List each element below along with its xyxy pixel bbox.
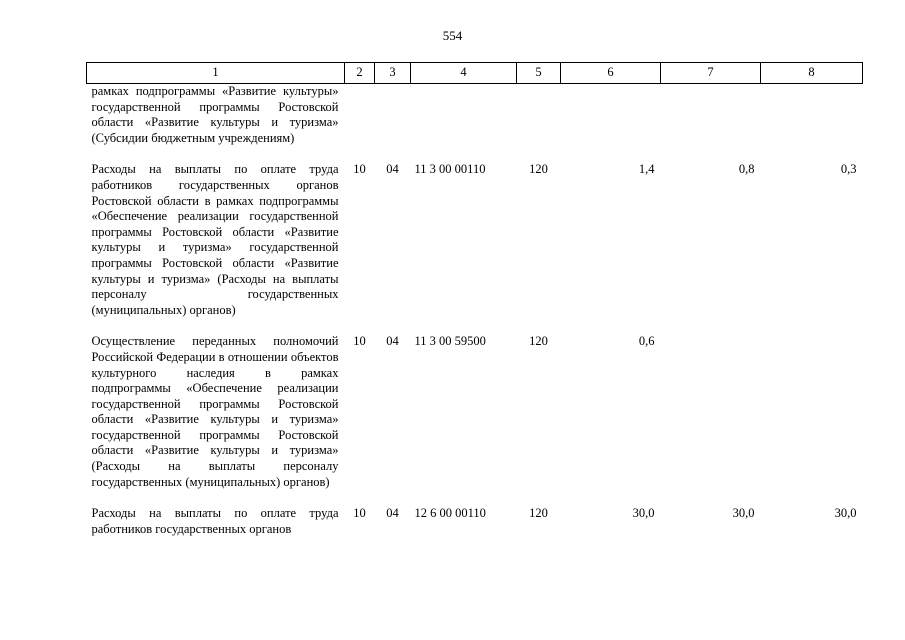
column-header: 5 <box>517 63 561 84</box>
row-subsection <box>375 84 411 163</box>
row-amount-col6: 1,4 <box>638 162 655 177</box>
row-expense-type <box>517 84 561 163</box>
column-header: 4 <box>411 63 517 84</box>
row-amount-col8 <box>761 84 863 163</box>
row-amount-col7: 0,8 <box>738 162 755 177</box>
row-amount-col7 <box>661 334 761 506</box>
header-row <box>87 63 863 84</box>
row-target-article: 11 3 00 00110 <box>414 162 486 177</box>
row-amount-col6 <box>561 84 661 163</box>
row-description: рамках подпрограммы «Развитие культуры» государственной программы Ростовской области «Развитие культуры и туризма» (Субсидии бюджетным учреждениям) <box>91 84 339 145</box>
row-amount-col6: 0,6 <box>638 334 655 349</box>
row-target-article: 12 6 00 00110 <box>414 506 486 521</box>
column-header: 8 <box>761 63 863 84</box>
row-expense-type: 120 <box>529 334 548 349</box>
row-target-article: 11 3 00 59500 <box>414 334 486 349</box>
row-subsection: 04 <box>386 334 399 349</box>
budget-table <box>86 62 863 537</box>
row-section: 10 <box>353 506 366 521</box>
row-description: Осуществление переданных полномочий Российской Федерации в отношении объектов культурного наследия в рамках подпрограммы «Обеспечение реализации государственной программы Ростовской области «Развитие культуры и туризма» государственной программы Ростовской области «Развитие культуры и туризма» (Расходы на выплаты персоналу государственных (муниципальных) органов) <box>91 334 339 489</box>
row-amount-col6: 30,0 <box>632 506 655 521</box>
column-header: 3 <box>375 63 411 84</box>
row-description: Расходы на выплаты по оплате труда работников государственных органов <box>91 506 339 536</box>
page-number: 554 <box>442 28 463 43</box>
row-amount-col8 <box>761 334 863 506</box>
row-expense-type: 120 <box>529 162 548 177</box>
column-header: 7 <box>661 63 761 84</box>
row-description: Расходы на выплаты по оплате труда работников государственных органов Ростовской области в рамках подпрограммы «Обеспечение реализации государственной программы Ростовской области «Развитие культуры и туризма» государственной программы Ростовской области «Развитие культуры и туризма» (Расходы на выплаты персоналу государственных (муниципальных) органов) <box>91 162 339 317</box>
table-row <box>87 162 863 334</box>
row-expense-type: 120 <box>529 506 548 521</box>
table-row <box>87 506 863 537</box>
row-subsection: 04 <box>386 506 399 521</box>
column-header: 1 <box>87 63 345 84</box>
row-amount-col8: 30,0 <box>834 506 857 521</box>
row-amount-col7: 30,0 <box>732 506 755 521</box>
column-header: 2 <box>345 63 375 84</box>
row-target-article <box>411 84 517 163</box>
table-row <box>87 84 863 163</box>
row-amount-col7 <box>661 84 761 163</box>
row-section: 10 <box>353 162 366 177</box>
row-amount-col8: 0,3 <box>840 162 857 177</box>
row-subsection: 04 <box>386 162 399 177</box>
row-section <box>345 84 375 163</box>
table-row <box>87 334 863 506</box>
row-section: 10 <box>353 334 366 349</box>
column-header: 6 <box>561 63 661 84</box>
